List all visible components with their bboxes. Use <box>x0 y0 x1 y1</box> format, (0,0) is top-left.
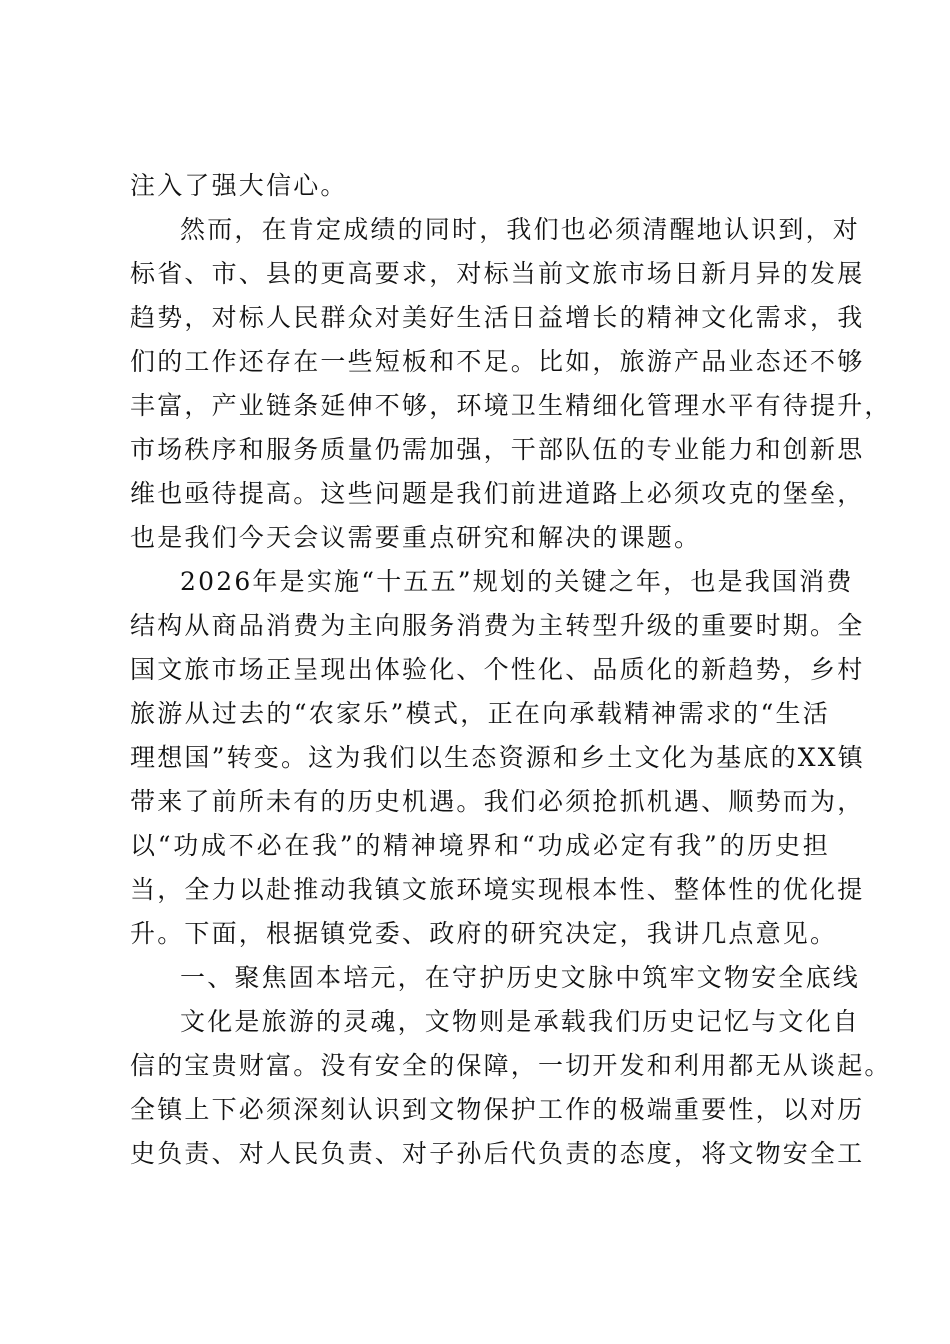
text-line-10: 2026年是实施“十五五”规划的关键之年，也是我国消费 <box>180 567 854 596</box>
text-line-9: 也是我们今天会议需要重点研究和解决的课题。 <box>130 523 702 552</box>
section-heading: 一、聚焦固本培元，在守护历史文脉中筑牢文物安全底线 <box>180 963 861 992</box>
text-line-6: 丰富，产业链条延伸不够，环境卫生精细化管理水平有待提升， <box>130 391 892 420</box>
text-line-21: 信的宝贵财富。没有安全的保障，一切开发和利用都无从谈起。 <box>130 1051 892 1080</box>
text-line-8: 维也亟待提高。这些问题是我们前进道路上必须攻克的堡垒， <box>130 479 865 508</box>
text-line-5: 们的工作还存在一些短板和不足。比如，旅游产品业态还不够 <box>130 347 865 376</box>
text-line-4: 趋势，对标人民群众对美好生活日益增长的精神文化需求，我 <box>130 303 865 332</box>
text-line-7: 市场秩序和服务质量仍需加强，干部队伍的专业能力和创新思 <box>130 435 865 464</box>
text-line-16: 以“功成不必在我”的精神境界和“功成必定有我”的历史担 <box>130 831 830 860</box>
text-line-23: 史负责、对人民负责、对子孙后代负责的态度，将文物安全工 <box>130 1139 865 1168</box>
text-line-17: 当，全力以赴推动我镇文旅环境实现根本性、整体性的优化提 <box>130 875 865 904</box>
text-line-14: 理想国”转变。这为我们以生态资源和乡土文化为基底的XX镇 <box>130 743 865 772</box>
text-line-11: 结构从商品消费为主向服务消费为主转型升级的重要时期。全 <box>130 611 865 640</box>
text-line-22: 全镇上下必须深刻认识到文物保护工作的极端重要性，以对历 <box>130 1095 865 1124</box>
text-line-20: 文化是旅游的灵魂，文物则是承载我们历史记忆与文化自 <box>180 1007 861 1036</box>
text-line-18: 升。下面，根据镇党委、政府的研究决定，我讲几点意见。 <box>130 919 838 948</box>
text-line-13: 旅游从过去的“农家乐”模式，正在向承载精神需求的“生活 <box>130 699 830 728</box>
text-line-15: 带来了前所未有的历史机遇。我们必须抢抓机遇、顺势而为， <box>130 787 865 816</box>
text-line-3: 标省、市、县的更高要求，对标当前文旅市场日新月异的发展 <box>130 259 865 288</box>
text-line-2: 然而，在肯定成绩的同时，我们也必须清醒地认识到，对 <box>180 215 861 244</box>
text-line-12: 国文旅市场正呈现出体验化、个性化、品质化的新趋势，乡村 <box>130 655 865 684</box>
text-line-1: 注入了强大信心。 <box>130 171 348 200</box>
